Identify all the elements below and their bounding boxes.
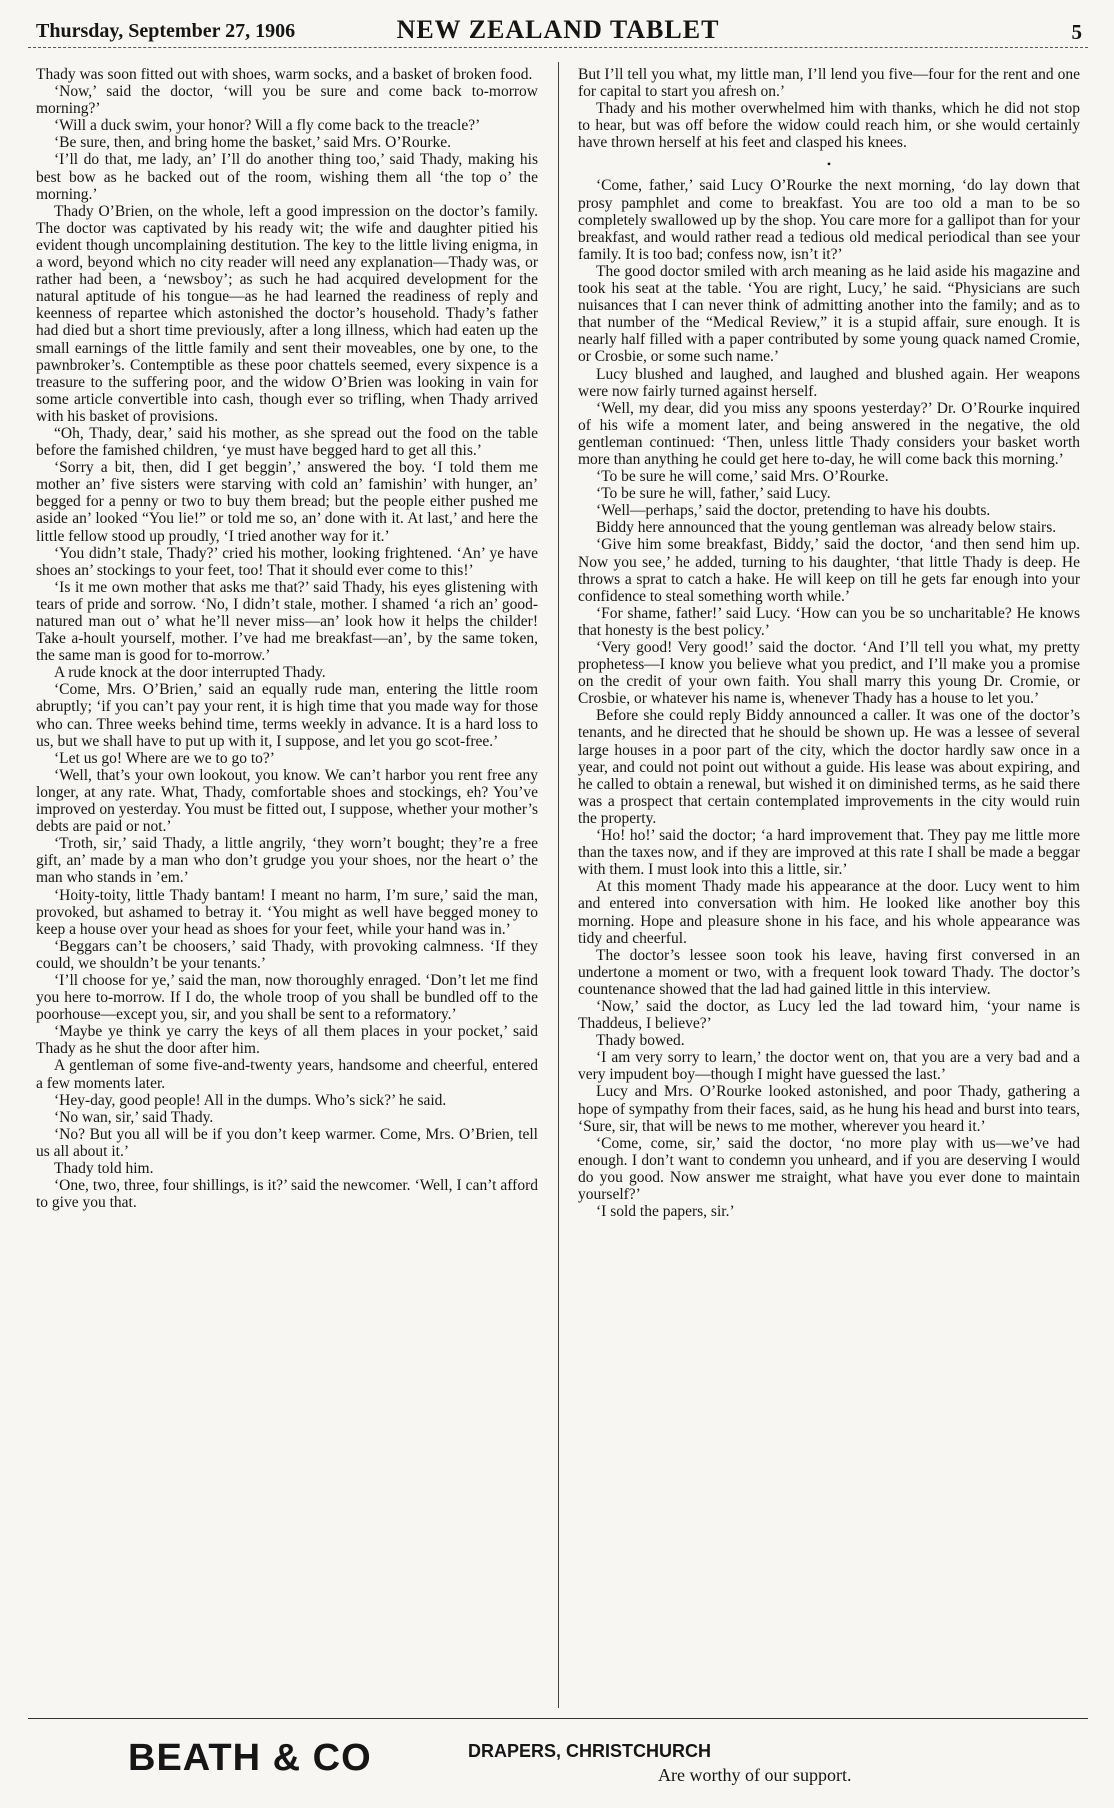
paragraph: Thady and his mother overwhelmed him with thanks, which he did not stop to hear, but was off before the widow could reach him, or she would certainly have thrown herself at his feet and clasped his knees.: [578, 100, 1080, 152]
paragraph: ‘Well, my dear, did you miss any spoons yesterday?’ Dr. O’Rourke inquired of his wife a moment later, and being answered in the negative, the old gentleman continued: ‘Then, unless little Thady considers your basket worth more than anything he could get here to-day, he will come back this morning.’: [578, 399, 1080, 468]
paragraph: ‘To be sure he will, father,’ said Lucy.: [596, 485, 831, 503]
paragraph: ‘Well—perhaps,’ said the doctor, pretending to have his doubts.: [596, 502, 991, 520]
paragraph: ‘Now,’ said the doctor, ‘will you be sure and come back to-morrow morning?’: [36, 83, 538, 118]
paragraph: ‘Let us go! Where are we to go to?’: [54, 749, 275, 767]
paragraph: ‘Give him some breakfast, Biddy,’ said the doctor, ‘and then send him up. Now you see,’ he added, turning to his daughter, ‘that little Thady is deep. He throws a sprat to catch a hake. He will keep on till he gets far enough into your confidence to steal something worth while.’: [578, 536, 1080, 605]
paragraph: ‘Come, come, sir,’ said the doctor, ‘no more play with us—we’ve had enough. I don’t want to condemn you unheard, and if you are deserving I would do you good. Now answer me straight, what have you ever done to maintain yourself?’: [578, 1134, 1080, 1203]
paragraph: ‘Be sure, then, and bring home the basket,’ said Mrs. O’Rourke.: [54, 134, 452, 152]
paragraph: But I’ll tell you what, my little man, I’ll lend you five—four for the rent and one for capital to start you afresh on.’: [578, 66, 1080, 101]
paragraph: ‘Beggars can’t be choosers,’ said Thady, with provoking calmness. ‘If they could, we shouldn’t be your tenants.’: [36, 937, 538, 972]
right-column: [578, 66, 1080, 1706]
paragraph: ‘I’ll do that, me lady, an’ I’ll do another thing too,’ said Thady, making his best bow as he backed out of the room, wishing them all ‘the top o’ the morning.’: [36, 151, 538, 203]
advertiser-name: BEATH & CO: [128, 1737, 372, 1779]
paragraph: ‘No wan, sir,’ said Thady.: [54, 1108, 214, 1126]
paragraph: ‘I sold the papers, sir.’: [596, 1203, 735, 1221]
paragraph: ‘One, two, three, four shillings, is it?’ said the newcomer. ‘Well, I can’t afford to give you that.: [36, 1177, 538, 1212]
paragraph: ‘For shame, father!’ said Lucy. ‘How can you be so uncharitable? He knows that honesty is the best policy.’: [578, 604, 1080, 639]
page-header: [28, 12, 1088, 48]
paragraph: ‘Come, Mrs. O’Brien,’ said an equally rude man, entering the little room abruptly; ‘if you can’t pay your rent, it is high time that you made way for those who can. Three weeks behind time, terms weekly in advance. It is a hard loss to us, but we shall have to put up with it, I suppose, and let you go scot-free.’: [36, 681, 538, 750]
paragraph: Before she could reply Biddy announced a caller. It was one of the doctor’s tenants, and he directed that he should be shown up. He was a lessee of several large houses in a poor part of the city, which the doctor hardly saw once in a year, and could not point out without a guide. His lease was about expiring, and he called to obtain a renewal, but wished it on diminished terms, as he said there was a prospect that certain contemplated improvements in the city would ruin the property.: [578, 707, 1080, 827]
paragraph: The doctor’s lessee soon took his leave, having first conversed in an undertone a moment or two, with a frequent look toward Thady. The doctor’s countenance showed that the lad had gained little in this interview.: [578, 946, 1080, 998]
paragraph: A gentleman of some five-and-twenty years, handsome and cheerful, entered a few moments later.: [36, 1057, 538, 1092]
left-column: [36, 66, 538, 1706]
section-break: •: [826, 157, 832, 172]
advertisement-footer: [28, 1718, 1088, 1798]
paragraph: At this moment Thady made his appearance at the door. Lucy went to him and entered into conversation with him. He looked like another boy this morning. Hope and pleasure shone in his face, and his whole appearance was tidy and cheerful.: [578, 878, 1080, 947]
paragraph: ‘You didn’t stale, Thady?’ cried his mother, looking frightened. ‘An’ ye have shoes an’ stockings to your feet, too! That it should ever come to this!’: [36, 544, 538, 579]
paragraph: ‘Is it me own mother that asks me that?’ said Thady, his eyes glistening with tears of pride and sorrow. ‘No, I didn’t stale, mother. I shamed ‘a rich an’ good-natured man out o’ what he’ll never miss—an’ look how it helps the childer! Take a-hoult yourself, mother. I’ve had me breakfast—an’, by the same token, the same man is good for to-morrow.’: [36, 578, 538, 665]
paragraph: Lucy blushed and laughed, and laughed and blushed again. Her weapons were now fairly turned against herself.: [578, 365, 1080, 400]
paragraph: ‘To be sure he will come,’ said Mrs. O’Rourke.: [596, 468, 889, 486]
paragraph: ‘I am very sorry to learn,’ the doctor went on, that you are a very bad and a very impudent boy—though I might have guessed the last.’: [578, 1049, 1080, 1084]
advertiser-location: DRAPERS, CHRISTCHURCH: [468, 1741, 712, 1761]
paragraph: ‘Now,’ said the doctor, as Lucy led the lad toward him, ‘your name is Thaddeus, I believe?’: [578, 997, 1080, 1033]
paragraph: Lucy and Mrs. O’Rourke looked astonished, and poor Thady, gathering a hope of sympathy from their faces, said, as he hung his head and burst into tears, ‘Sure, sir, that will be news to me mother, wherever you heard it.’: [578, 1083, 1080, 1135]
column-rule: [558, 62, 559, 1708]
paragraph: Thady O’Brien, on the whole, left a good impression on the doctor’s family. The doctor was captivated by his ready wit; the wife and daughter pitied his evident though uncomplaining destitution. The key to the little living enigma, in a word, beyond which no city reader will need any explanation—Thady was, or rather had been, a ‘newsboy’; as such he had acquired development for the natural aptitude of his tongue—as he had learned the readiness of reply and keenness of repartee which astonished the doctor’s household. Thady’s father had died but a short time previously, after a long illness, which had eaten up the small earnings of the little family and sent their moveables, one by one, to the pawnbroker’s. Contemptible as these poor chattels seemed, every sixpence is a treasure to the suffering poor, and the widow O’Brien was looking in vain for some article convertible into cash, though ever so trifling, when Thady arrived with his basket of provisions.: [36, 202, 538, 425]
paragraph: ‘Maybe ye think ye carry the keys of all them places in your pocket,’ said Thady as he shut the door after him.: [36, 1023, 538, 1058]
paragraph: ‘Very good! Very good!’ said the doctor. ‘And I’ll tell you what, my pretty prophetess—I know you believe what you predict, and I’ll make you a promise on the credit of your own faith. You shall marry this young Dr. Cromie, or Crosbie, or whatever his name is, whenever Thady has a house to let you.’: [578, 639, 1080, 708]
paragraph: ‘Come, father,’ said Lucy O’Rourke the next morning, ‘do lay down that prosy pamphlet and come to breakfast. You are too old a man to be so completely swallowed up by the shop. You care more for a gallipot than for your breakfast, and would rather read a tedious old medical periodical than see your family. It is too bad; confess now, isn’t it?’: [578, 177, 1080, 263]
paragraph: A rude knock at the door interrupted Thady.: [54, 664, 326, 682]
paragraph: ‘I’ll choose for ye,’ said the man, now thoroughly enraged. ‘Don’t let me find you here to-morrow. If I do, the whole troop of you shall be bundled off to the poorhouse—except you, sir, and you shall be sent to a reformatory.’: [36, 971, 538, 1024]
paragraph: ‘Will a duck swim, your honor? Will a fly come back to the treacle?’: [54, 117, 481, 135]
page-number: 5: [1071, 20, 1082, 44]
paragraph: Biddy here announced that the young gentleman was already below stairs.: [596, 519, 1057, 537]
paragraph: ‘Troth, sir,’ said Thady, a little angrily, ‘they worn’t bought; they’re a free gift, an’ made by a man who don’t grudge you your shoes, nor the heart o’ the man who stands in ’em.’: [36, 835, 538, 887]
paragraph: Thady told him.: [54, 1160, 154, 1177]
paragraph: ‘Ho! ho!’ said the doctor; ‘a hard improvement that. They pay me little more than the taxes now, and if they are improved at this rate I shall be made a beggar with them. I must look into this a little, sir.’: [578, 827, 1080, 879]
paragraph: “Oh, Thady, dear,’ said his mother, as she spread out the food on the table before the famished children, ‘ye must have begged hard to get all this.’: [36, 424, 538, 460]
paragraph: Thady bowed.: [596, 1032, 685, 1050]
issue-date: Thursday, September 27, 1906: [36, 20, 296, 42]
paragraph: Thady was soon fitted out with shoes, warm socks, and a basket of broken food.: [36, 66, 533, 83]
paragraph: ‘No? But you all will be if you don’t keep warmer. Come, Mrs. O’Brien, tell us all about it.’: [36, 1125, 538, 1160]
paragraph: ‘Well, that’s your own lookout, you know. We can’t harbor you rent free any longer, at any rate. What, Thady, comfortable shoes and stockings, eh? You’ve improved on yesterday. You must be fitted out, I suppose, whether your mother’s debts are paid or not.’: [36, 766, 538, 836]
advertisement-tagline: Are worthy of our support.: [658, 1765, 852, 1785]
masthead: NEW ZEALAND TABLET: [396, 15, 720, 44]
paragraph: ‘Sorry a bit, then, did I get beggin’,’ answered the boy. ‘I told them me mother an’ five sisters were starving with cold an’ famishin’ with hunger, an’ begged for a penny or two to buy them bread; but the people either pushed me aside an’ looked “You lie!” or told me so, an’ done with it. At last,’ and here the little fellow stood up proudly, ‘I tried another way for it.’: [36, 459, 538, 545]
paragraph: ‘Hey-day, good people! All in the dumps. Who’s sick?’ he said.: [54, 1091, 447, 1109]
paragraph: The good doctor smiled with arch meaning as he laid aside his magazine and took his seat at the table. ‘You are right, Lucy,’ he said. “Physicians are such nuisances that I can never think of admitting another into the family; and as to that number of the “Medical Review,” it is a stupid affair, sure enough. It is nearly half filled with a paper contributed by some young quack named Cromie, or Crosbie, or some such name.’: [578, 262, 1080, 366]
paragraph: ‘Hoity-toity, little Thady bantam! I meant no harm, I’m sure,’ said the man, provoked, but ashamed to betray it. ‘You might as well have begged money to keep a house over your head as shoes for your feet, while your hand was in.’: [36, 886, 538, 938]
